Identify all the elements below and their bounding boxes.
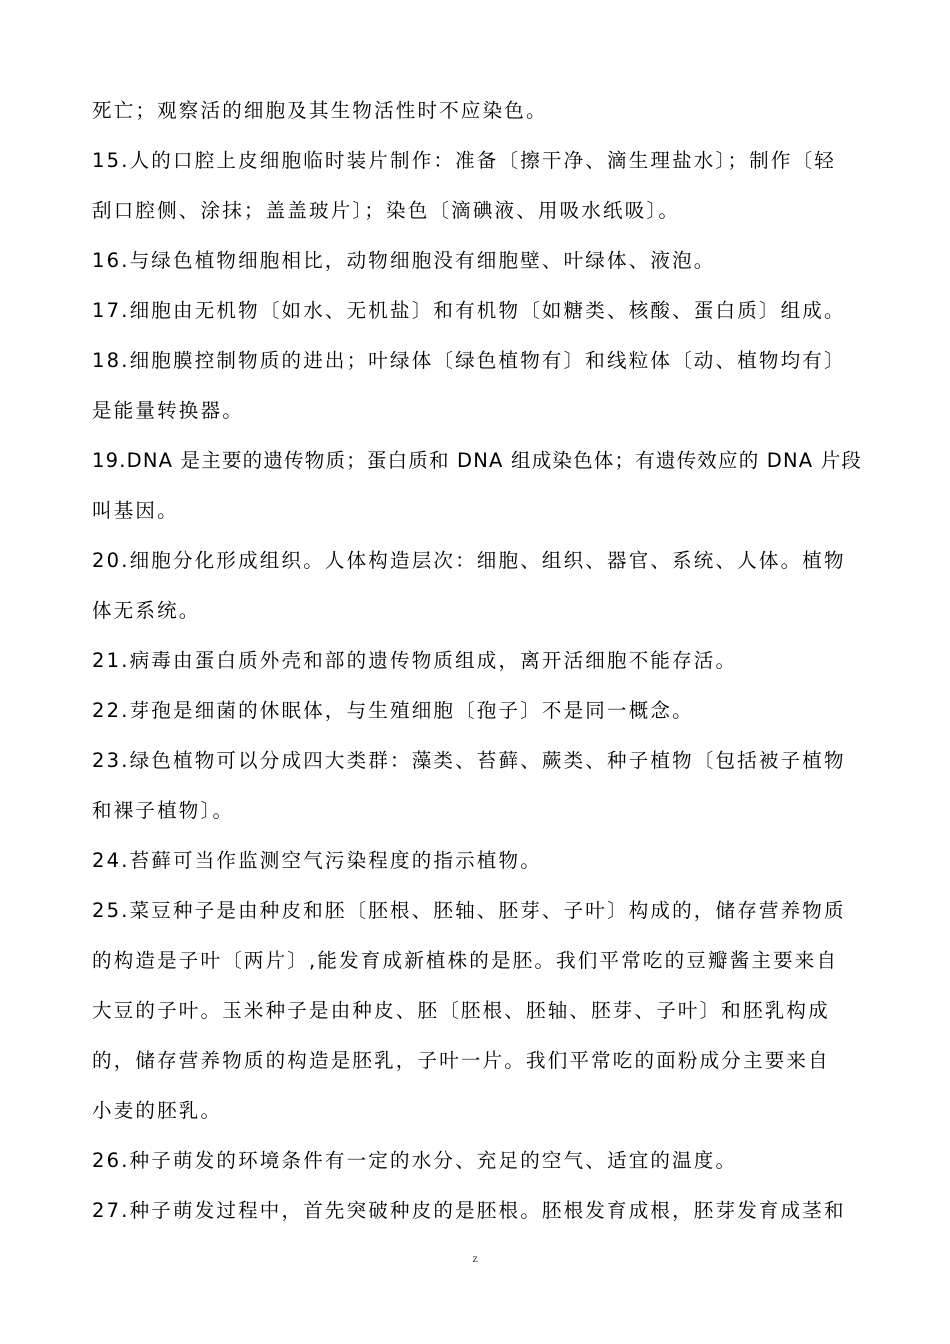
text-line: 18.细胞膜控制物质的进出；叶绿体〔绿色植物有〕和线粒体〔动、植物均有〕	[92, 349, 846, 372]
text-line: 22.芽孢是细菌的休眠体，与生殖细胞〔孢子〕不是同一概念。	[92, 699, 694, 722]
text-line: 和裸子植物〕。	[92, 799, 235, 822]
text-line: 大豆的子叶。玉米种子是由种皮、胚〔胚根、胚轴、胚芽、子叶〕和胚乳构成	[92, 999, 830, 1022]
text-line: 23.绿色植物可以分成四大类群：藻类、苔藓、蕨类、种子植物〔包括被子植物	[92, 749, 846, 772]
text-line: 27.种子萌发过程中，首先突破种皮的是胚根。胚根发育成根，胚芽发育成茎和	[92, 1199, 846, 1222]
text-line: 15.人的口腔上皮细胞临时装片制作：准备〔擦干净、滴生理盐水〕；制作〔轻	[92, 149, 836, 172]
text-line: 的构造是子叶〔两片〕,能发育成新植株的是胚。我们平常吃的豆瓣酱主要来自	[92, 949, 839, 972]
text-line: 24.苔藓可当作监测空气污染程度的指示植物。	[92, 849, 542, 872]
text-line: 叫基因。	[92, 499, 179, 522]
text-line: 是能量转换器。	[92, 399, 244, 422]
text-line: 19.DNA 是主要的遗传物质；蛋白质和 DNA 组成染色体；有遗传效应的 DNA 片段	[92, 449, 863, 472]
text-line: 16.与绿色植物细胞相比，动物细胞没有细胞壁、叶绿体、液泡。	[92, 249, 716, 272]
text-line: 21.病毒由蛋白质外壳和部的遗传物质组成，离开活细胞不能存活。	[92, 649, 738, 672]
text-line: 小麦的胚乳。	[92, 1099, 223, 1122]
text-line: 体无系统。	[92, 599, 201, 622]
text-line: 20.细胞分化形成组织。人体构造层次：细胞、组织、器官、系统、人体。植物	[92, 549, 846, 572]
text-line: 刮口腔侧、涂抹；盖盖玻片〕；染色〔滴碘液、用吸水纸吸〕。	[92, 199, 681, 222]
page-footer-mark: z	[472, 1254, 478, 1265]
text-line: 死亡；观察活的细胞及其生物活性时不应染色。	[92, 99, 548, 122]
text-line: 25.菜豆种子是由种皮和胚〔胚根、胚轴、胚芽、子叶〕构成的，储存营养物质	[92, 899, 846, 922]
text-line: 的，储存营养物质的构造是胚乳，子叶一片。我们平常吃的面粉成分主要来自	[92, 1049, 830, 1072]
text-line: 26.种子萌发的环境条件有一定的水分、充足的空气、适宜的温度。	[92, 1149, 738, 1172]
text-line: 17.细胞由无机物〔如水、无机盐〕和有机物〔如糖类、核酸、蛋白质〕组成。	[92, 299, 846, 322]
document-body	[92, 86, 862, 1236]
